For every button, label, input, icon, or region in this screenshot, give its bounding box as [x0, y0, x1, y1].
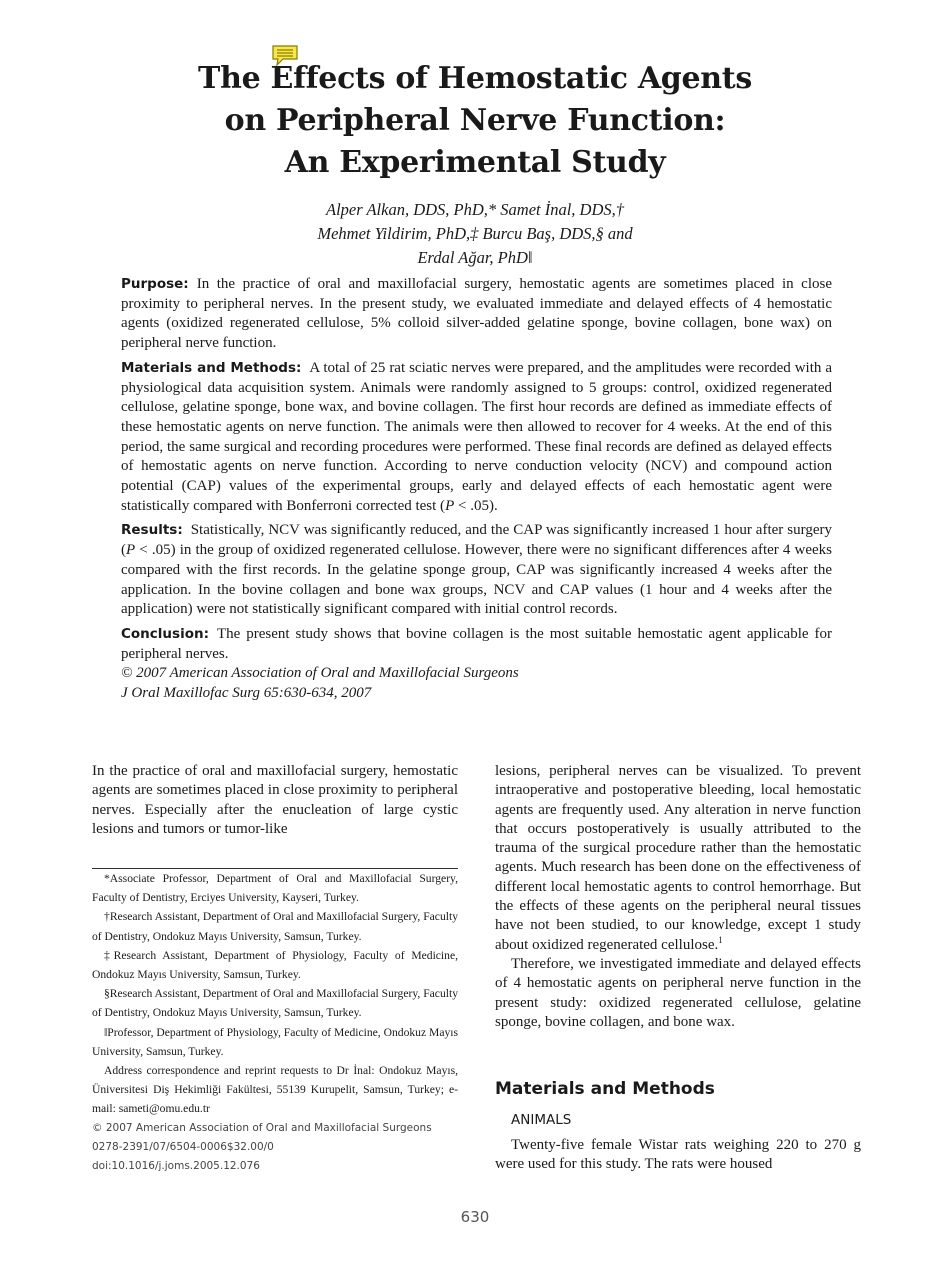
body-paragraph — [495, 762, 861, 955]
results-text-end: < .05) in the group of oxidized regenerated cellulose. However, there were no significant differences after 4 weeks compared with the first records. In the gelatine sponge group, CAP was significantly increased 4 weeks after the application. In the bovine collagen and bone wax groups, NCV and CAP values (1 hour and 4 weeks after the application) were not statistically significant compared with initial control records. — [121, 542, 832, 618]
author-line: Mehmet Yildirim, PhD,‡ Burcu Baş, DDS,§ and — [317, 224, 633, 243]
purpose-text: In the practice of oral and maxillofacial surgery, hemostatic agents are sometimes placed in close proximity to peripheral nerves. In the present study, we evaluated immediate and delayed effects of 4 hemostatic agents (oxidized regenerated cellulose, 5% colloid silver-added gelatine sponge, bovine collagen, bone wax) on peripheral nerve function. — [121, 276, 832, 352]
author-line: Erdal Ağar, PhD‖ — [417, 248, 533, 267]
author-list — [0, 198, 950, 270]
left-column-intro — [92, 762, 458, 839]
issn-line: 0278-2391/07/6504-0006$32.00/0 — [92, 1141, 274, 1154]
title-line: The Effects of Hemostatic Agents — [198, 61, 752, 96]
footnote: ‡Research Assistant, Department of Physiology, Faculty of Medicine, Ondokuz Mayıs University, Samsun, Turkey. — [92, 948, 458, 982]
abstract-purpose — [121, 275, 832, 354]
animals-section — [495, 1136, 861, 1175]
body-paragraph: Therefore, we investigated immediate and delayed effects of 4 hemostatic agents on peripheral nerve function in the present study: oxidized regenerated cellulose, gelatine sponge, bovine collagen, and bone wax. — [495, 955, 861, 1030]
results-text: Statistically, NCV was significantly reduced, and the CAP was significantly increased 1 hour after surgery ( — [121, 522, 832, 559]
footnote: †Research Assistant, Department of Oral and Maxillofacial Surgery, Faculty of Dentistry, Ondokuz Mayıs University, Samsun, Turkey. — [92, 910, 458, 943]
conclusion-text: The present study shows that bovine collagen is the most suitable hemostatic agent applicable for peripheral nerves. — [121, 625, 832, 662]
footnotes — [92, 869, 458, 1119]
title-line: An Experimental Study — [284, 145, 666, 180]
abstract-results — [121, 521, 832, 620]
abstract-copyright: © 2007 American Association of Oral and Maxillofacial Surgeons — [121, 665, 519, 682]
author-line: Alper Alkan, DDS, PhD,* Samet İnal, DDS,† — [325, 200, 625, 219]
methods-p-symbol: P — [445, 497, 455, 514]
abstract — [121, 275, 832, 704]
body-paragraph: Twenty-five female Wistar rats weighing 220 to 270 g were used for this study. The rats were housed — [495, 1137, 861, 1173]
conclusion-label: Conclusion: — [121, 625, 209, 642]
copyright-info — [92, 1119, 458, 1177]
section-heading: Materials and Methods — [495, 1079, 715, 1099]
methods-text-end: < .05). — [454, 497, 498, 514]
methods-text: A total of 25 rat sciatic nerves were prepared, and the amplitudes were recorded with a physiological data acquisition system. Animals were randomly assigned to 5 groups: control, oxidized regenerated cellulose, gelatine sponge, bone wax, and bovine collagen. The first hour records are defined as immediate effects of these hemostatic agents on nerve function. The animals were then allowed to recover for 4 weeks. At the end of this period, the same surgical and recording procedures were performed. These final records are defined as delayed effects of hemostatic agents on nerve function. According to nerve conduction velocity (NCV) and compound action potential (CAP) values of the experimental groups, early and delayed effects of each hemostatic agent were statistically compared with Bonferroni corrected test ( — [121, 359, 832, 514]
intro-paragraph: In the practice of oral and maxillofacial surgery, hemostatic agents are sometimes placed in close proximity to peripheral nerves. Especially after the enucleation of large cystic lesions and tumors or tumor-like — [92, 763, 458, 837]
paragraph-text: lesions, peripheral nerves can be visualized. To prevent intraoperative and postoperative bleeding, local hemostatic agents are frequently used. Any alteration in nerve function that occurs postoperatively is usually attributed to the trauma of the surgical procedure rather than the hemostatic agents. Much research has been done on the effectiveness of different local hemostatic agents to control hemorrhage. But the effects of these agents on the peripheral neural tissues have not been studied, to our knowledge, except 1 study about oxidized regenerated cellulose. — [495, 763, 861, 953]
results-p-symbol: P — [126, 542, 136, 559]
abstract-methods — [121, 359, 832, 517]
page-number: 630 — [460, 1208, 490, 1226]
subsection-heading: ANIMALS — [511, 1112, 572, 1128]
title-line: on Peripheral Nerve Function: — [224, 103, 726, 138]
footnote: §Research Assistant, Department of Oral and Maxillofacial Surgery, Faculty of Dentistry, Ondokuz Mayıs University, Samsun, Turkey. — [92, 987, 458, 1020]
copyright-line: © 2007 American Association of Oral and Maxillofacial Surgeons — [92, 1122, 432, 1134]
right-column — [495, 762, 861, 1032]
article-title — [0, 58, 950, 184]
footnote: Address correspondence and reprint requests to Dr İnal: Ondokuz Mayıs, Üniversitesi Diş Hekimliği Fakültesi, 55139 Kurupelit, Samsun, Turkey; e-mail: sameti@omu.edu.tr — [92, 1064, 458, 1116]
journal-citation: J Oral Maxillofac Surg 65:630-634, 2007 — [121, 685, 372, 702]
reference-superscript[interactable]: 1 — [718, 934, 723, 945]
results-label: Results: — [121, 522, 183, 539]
doi-line: doi:10.1016/j.joms.2005.12.076 — [92, 1160, 260, 1173]
abstract-conclusion — [121, 625, 832, 664]
footnote: ‖Professor, Department of Physiology, Faculty of Medicine, Ondokuz Mayıs University, Samsun, Turkey. — [92, 1025, 458, 1058]
footnote: *Associate Professor, Department of Oral and Maxillofacial Surgery, Faculty of Dentistry, Erciyes University, Kayseri, Turkey. — [92, 872, 458, 905]
purpose-label: Purpose: — [121, 276, 189, 292]
methods-label: Materials and Methods: — [121, 359, 302, 376]
